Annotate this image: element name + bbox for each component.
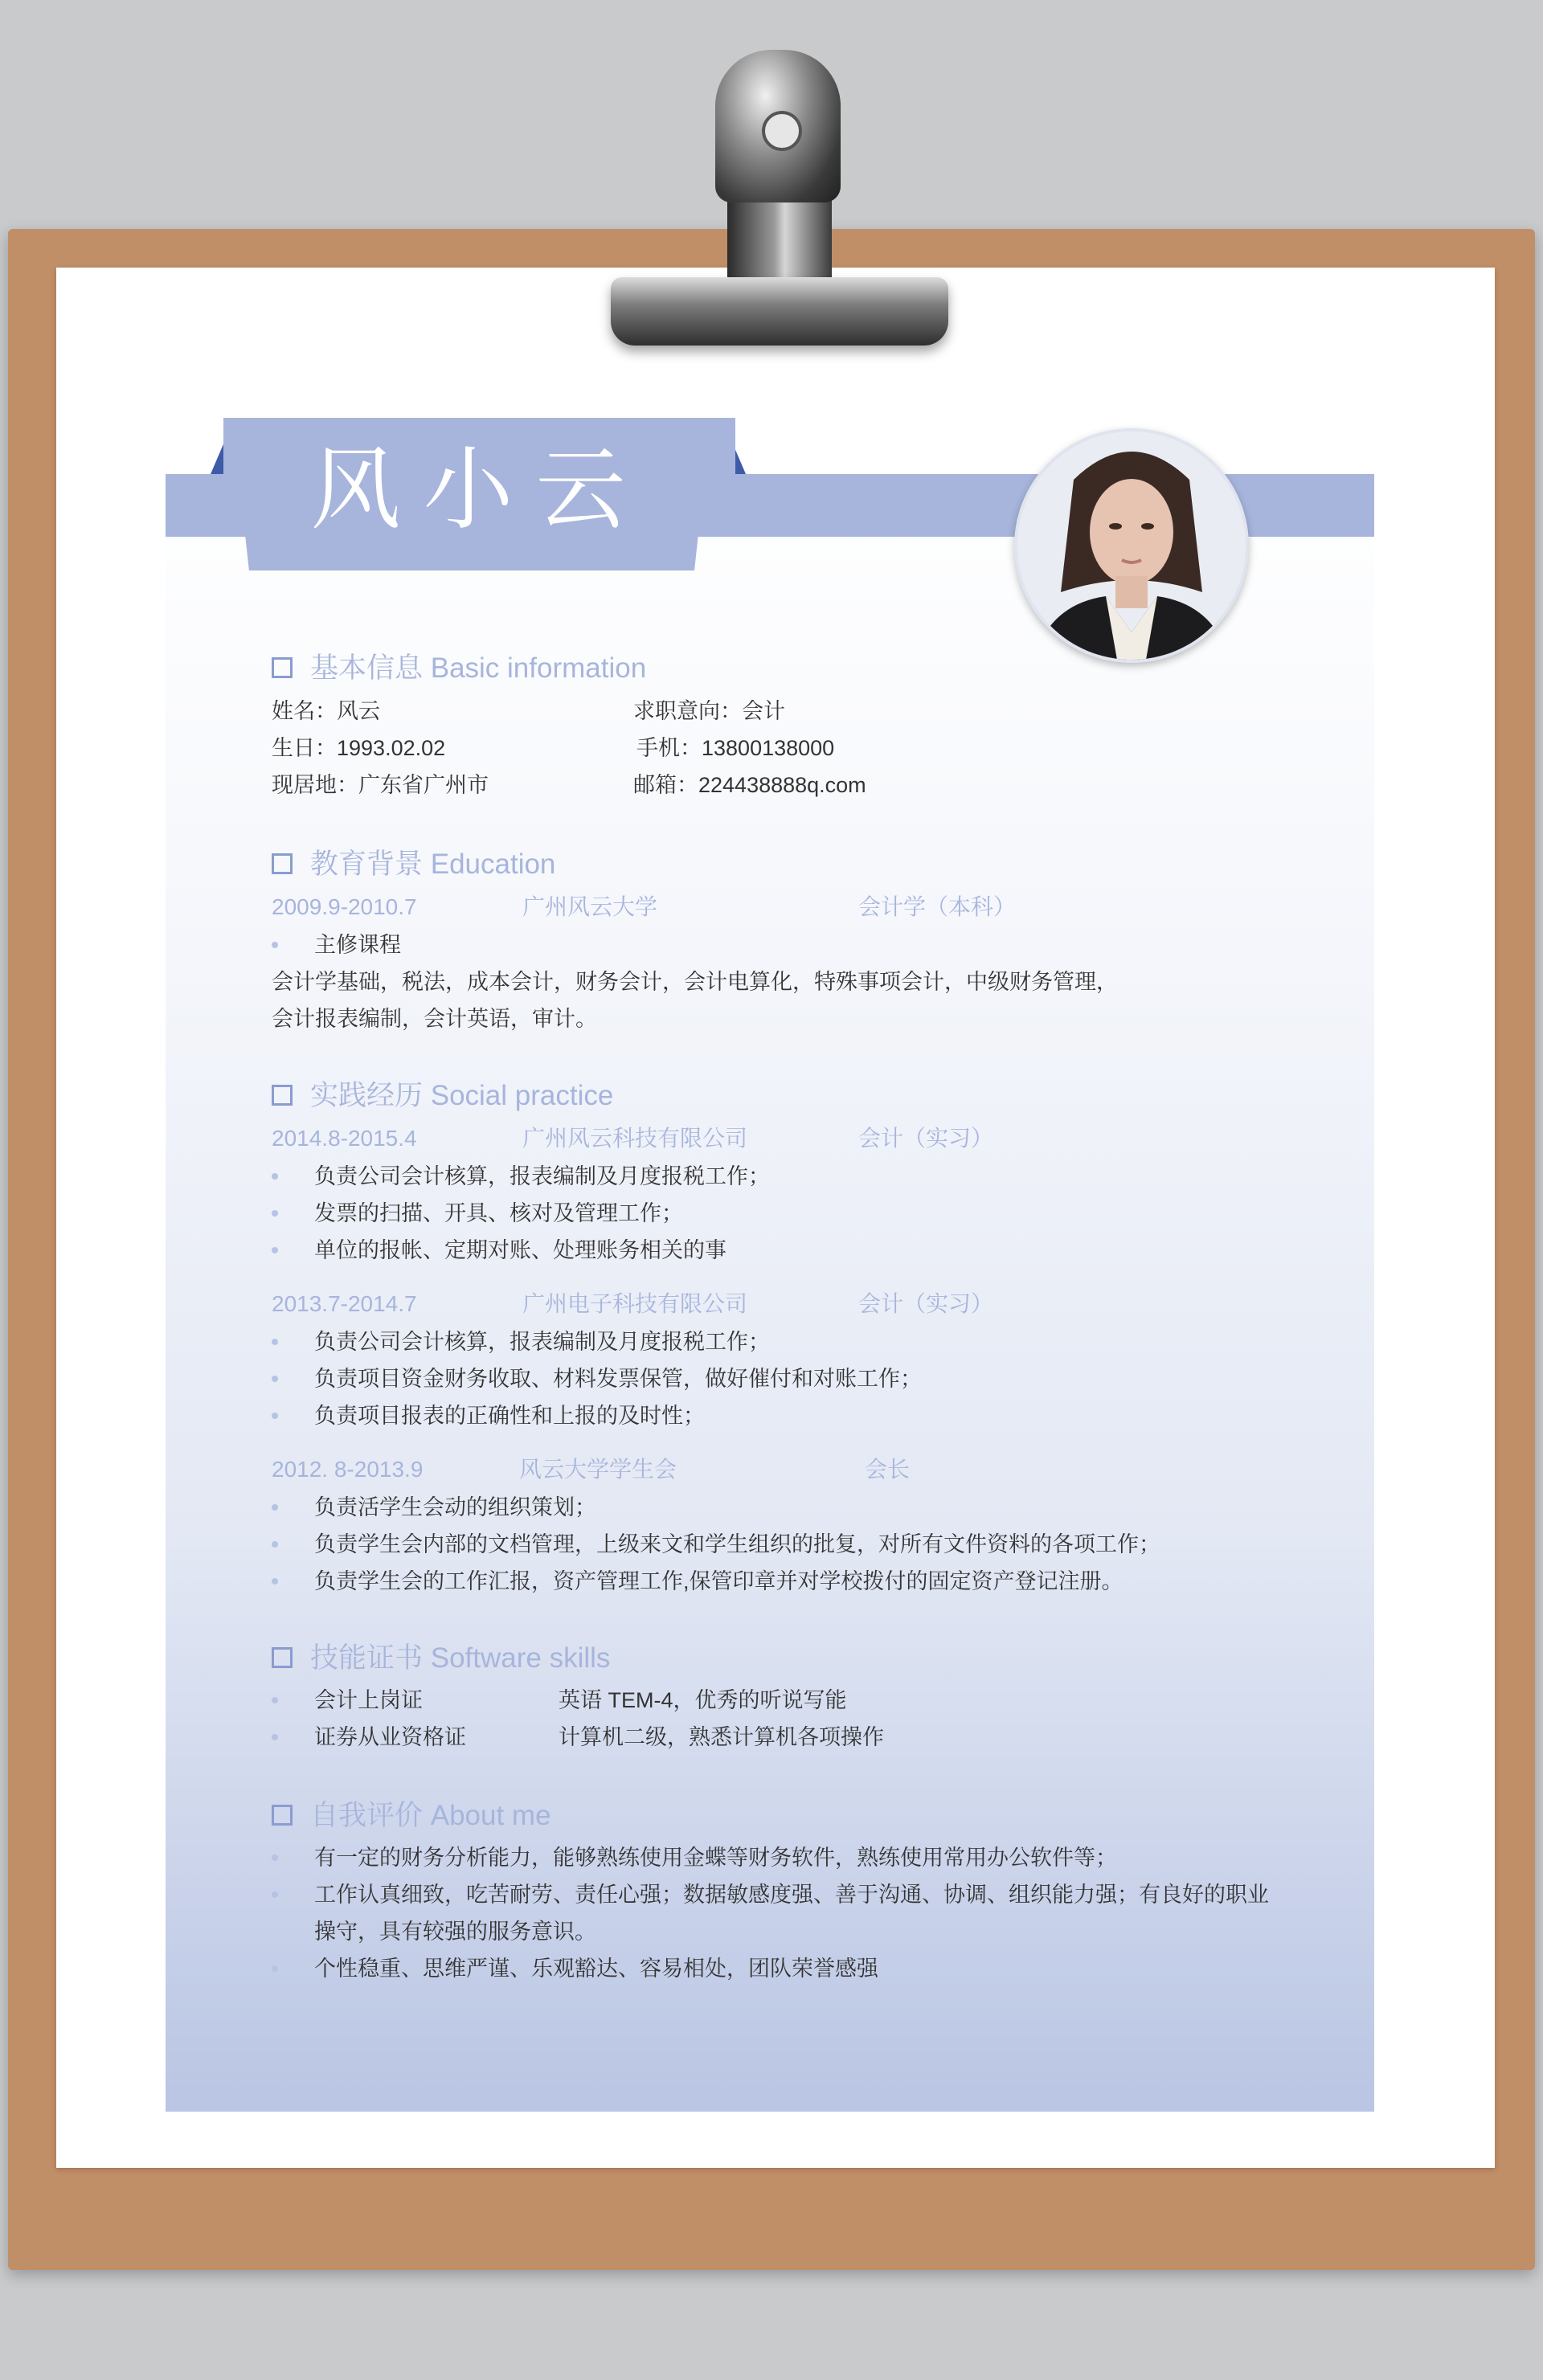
section-title-about (272, 1800, 551, 1832)
about-item: 有一定的财务分析能力，能够熟练使用金蝶等财务软件，熟练使用常用办公软件等； (314, 1846, 1117, 1870)
checkbox-square-icon (272, 1085, 293, 1106)
checkbox-square-icon (272, 1647, 293, 1668)
section-title-basic-text: 基本信息 Basic information (310, 652, 647, 684)
candidate-name: 风小云 (310, 438, 649, 542)
section-title-skills-text: 技能证书 Software skills (310, 1642, 611, 1674)
job-item: 负责项目资金财务收取、材料发票保管，做好催付和对账工作； (314, 1367, 922, 1391)
skill-right: 计算机二级，熟悉计算机各项操作 (559, 1725, 884, 1749)
job-item: 负责公司会计核算，报表编制及月度报税工作； (314, 1164, 770, 1188)
basic-birth: 生日：1993.02.02 (272, 736, 446, 760)
edu-major: 会计学（本科） (858, 894, 1017, 919)
edu-school: 广州风云大学 (522, 894, 658, 919)
checkbox-square-icon (272, 853, 293, 874)
portrait-image (1017, 431, 1246, 660)
basic-intent: 求职意向：会计 (633, 699, 785, 723)
job-org: 广州电子科技有限公司 (522, 1291, 748, 1316)
section-title-about-text: 自我评价 About me (310, 1800, 551, 1831)
about-item: 个性稳重、思维严谨、乐观豁达、容易相处，团队荣誉感强 (314, 1957, 878, 1981)
bullet-dot (272, 1504, 278, 1511)
bullet-dot (272, 1376, 278, 1382)
job-item: 负责项目报表的正确性和上报的及时性； (314, 1404, 705, 1428)
section-title-education-text: 教育背景 Education (310, 849, 556, 880)
job-period: 2012. 8-2013.9 (272, 1457, 424, 1482)
basic-name: 姓名：风云 (272, 699, 380, 723)
bullet-dot (272, 942, 278, 948)
job-item: 负责学生会内部的文档管理，上级来文和学生组织的批复，对所有文件资料的各项工作； (314, 1532, 1160, 1556)
job-period: 2014.8-2015.4 (272, 1126, 417, 1151)
bullet-dot (272, 1734, 278, 1740)
clip-base (611, 277, 948, 346)
job-item: 负责学生会的工作汇报，资产管理工作,保管印章并对学校拨付的固定资产登记注册。 (314, 1569, 1123, 1593)
edu-period: 2009.9-2010.7 (272, 894, 417, 919)
bullet-dot (272, 1965, 278, 1972)
job-org: 风云大学学生会 (519, 1457, 677, 1482)
job-item: 负责公司会计核算，报表编制及月度报税工作； (314, 1330, 770, 1354)
job-role: 会计（实习） (858, 1291, 994, 1316)
bullet-dot (272, 1541, 278, 1548)
section-title-basic (272, 652, 646, 685)
bullet-dot (272, 1247, 278, 1253)
section-title-practice (272, 1080, 613, 1112)
job-item: 发票的扫描、开具、核对及管理工作； (314, 1201, 683, 1225)
edu-line-2: 会计报表编制，会计英语，审计。 (272, 1007, 597, 1031)
job-org: 广州风云科技有限公司 (522, 1126, 748, 1151)
basic-address: 现居地：广东省广州市 (272, 773, 489, 797)
job-role: 会计（实习） (858, 1126, 994, 1151)
job-period: 2013.7-2014.7 (272, 1291, 417, 1316)
bullet-dot (272, 1578, 278, 1585)
clip-hole (762, 111, 802, 151)
about-item-cont: 操守，具有较强的服务意识。 (314, 1920, 596, 1944)
bullet-dot (272, 1210, 278, 1217)
bullet-dot (272, 1697, 278, 1703)
section-title-skills (272, 1642, 610, 1675)
checkbox-square-icon (272, 657, 293, 678)
edu-line-1: 会计学基础，税法，成本会计，财务会计，会计电算化，特殊事项会计，中级财务管理， (272, 970, 1118, 994)
about-item: 工作认真细致，吃苦耐劳、责任心强；数据敏感度强、善于沟通、协调、组织能力强；有良好的职业 (314, 1883, 1269, 1907)
bullet-dot (272, 1413, 278, 1419)
bullet-dot (272, 1173, 278, 1180)
job-item: 负责活学生会动的组织策划； (314, 1495, 596, 1519)
section-title-practice-text: 实践经历 Social practice (310, 1080, 614, 1111)
job-item: 单位的报帐、定期对账、处理账务相关的事 (314, 1238, 726, 1262)
bullet-dot (272, 1855, 278, 1861)
profile-photo (1014, 428, 1249, 663)
edu-bullet: 主修课程 (314, 933, 401, 957)
skill-right: 英语 TEM-4，优秀的听说写能 (559, 1688, 847, 1712)
skill-left: 证券从业资格证 (314, 1725, 466, 1749)
basic-email: 邮箱：224438888q.com (633, 773, 866, 797)
section-title-education (272, 849, 555, 881)
skill-left: 会计上岗证 (314, 1688, 423, 1712)
checkbox-square-icon (272, 1805, 293, 1826)
bullet-dot (272, 1891, 278, 1898)
basic-phone: 手机：13800138000 (636, 736, 835, 760)
job-role: 会长 (865, 1457, 911, 1482)
bullet-dot (272, 1339, 278, 1345)
